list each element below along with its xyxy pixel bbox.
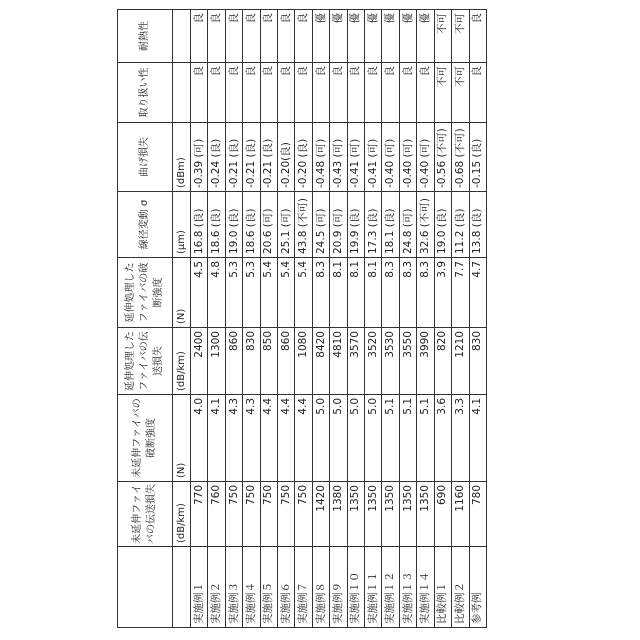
cell-unstretched-loss: 750 <box>225 482 242 547</box>
cell-unstretched-strength: 3.6 <box>434 395 451 482</box>
cell-unstretched-strength: 4.4 <box>295 395 312 482</box>
cell-handling: 良 <box>399 63 416 123</box>
cell-row-label: 実施例１３ <box>399 547 416 628</box>
table-row <box>399 10 416 628</box>
cell-unstretched-loss: 770 <box>191 482 208 547</box>
cell-heat-resistance: 不可 <box>434 10 451 63</box>
cell-diameter-variation: 18.1 (良) <box>382 192 399 258</box>
rotated-table-wrapper <box>117 10 487 628</box>
cell-row-label: 実施例４ <box>243 547 260 628</box>
cell-unstretched-strength: 5.0 <box>330 395 347 482</box>
cell-handling: 良 <box>469 63 487 123</box>
cell-handling: 良 <box>347 63 364 123</box>
cell-row-label: 実施例５ <box>260 547 277 628</box>
cell-stretched-loss: 3520 <box>365 328 382 395</box>
unit-stretched-strength: (N) <box>173 258 191 328</box>
cell-stretched-strength: 8.3 <box>312 258 329 328</box>
cell-stretched-strength: 5.3 <box>225 258 242 328</box>
cell-unstretched-strength: 5.1 <box>399 395 416 482</box>
cell-stretched-strength: 5.4 <box>278 258 295 328</box>
cell-heat-resistance: 優 <box>347 10 364 63</box>
cell-bending-loss: -0.41 (可) <box>347 123 364 192</box>
cell-diameter-variation: 32.6 (不可) <box>417 192 434 258</box>
cell-unstretched-loss: 750 <box>295 482 312 547</box>
cell-diameter-variation: 20.6 (可) <box>260 192 277 258</box>
cell-heat-resistance: 優 <box>417 10 434 63</box>
cell-unstretched-loss: 750 <box>260 482 277 547</box>
cell-bending-loss: -0.21 (良) <box>225 123 242 192</box>
table-row <box>225 10 242 628</box>
header-unstretched-loss: 未延伸ファイバの伝送損失 <box>118 482 173 547</box>
cell-handling: 良 <box>365 63 382 123</box>
cell-bending-loss: -0.41 (可) <box>365 123 382 192</box>
unit-bending-loss: (dBm) <box>173 123 191 192</box>
cell-unstretched-loss: 1350 <box>399 482 416 547</box>
cell-row-label: 実施例６ <box>278 547 295 628</box>
cell-heat-resistance: 良 <box>278 10 295 63</box>
cell-bending-loss: -0.56 (不可) <box>434 123 451 192</box>
cell-heat-resistance: 良 <box>208 10 225 63</box>
cell-row-label: 参考例 <box>469 547 487 628</box>
cell-handling: 良 <box>312 63 329 123</box>
cell-stretched-loss: 3990 <box>417 328 434 395</box>
cell-stretched-loss: 1300 <box>208 328 225 395</box>
cell-heat-resistance: 優 <box>399 10 416 63</box>
units-row <box>173 10 191 628</box>
cell-handling: 良 <box>417 63 434 123</box>
table-row <box>191 10 208 628</box>
cell-unstretched-loss: 1350 <box>347 482 364 547</box>
cell-stretched-strength: 4.7 <box>469 258 487 328</box>
cell-row-label: 比較例１ <box>434 547 451 628</box>
cell-unstretched-loss: 780 <box>469 482 487 547</box>
cell-bending-loss: -0.40 (可) <box>417 123 434 192</box>
cell-unstretched-strength: 4.1 <box>469 395 487 482</box>
cell-heat-resistance: 良 <box>469 10 487 63</box>
table-row <box>260 10 277 628</box>
cell-handling: 不可 <box>452 63 469 123</box>
cell-handling: 良 <box>225 63 242 123</box>
cell-row-label: 実施例１ <box>191 547 208 628</box>
cell-heat-resistance: 不可 <box>452 10 469 63</box>
cell-stretched-loss: 1210 <box>452 328 469 395</box>
cell-diameter-variation: 43.8 (不可) <box>295 192 312 258</box>
cell-stretched-loss: 3550 <box>399 328 416 395</box>
cell-row-label: 実施例１４ <box>417 547 434 628</box>
table-row <box>208 10 225 628</box>
header-row <box>118 10 173 628</box>
cell-diameter-variation: 16.8 (良) <box>191 192 208 258</box>
cell-heat-resistance: 良 <box>243 10 260 63</box>
cell-unstretched-strength: 4.3 <box>225 395 242 482</box>
cell-heat-resistance: 優 <box>330 10 347 63</box>
table-row <box>295 10 312 628</box>
header-bending-loss: 曲げ損失 <box>118 123 173 192</box>
cell-stretched-strength: 5.4 <box>260 258 277 328</box>
cell-diameter-variation: 19.0 (良) <box>225 192 242 258</box>
cell-diameter-variation: 20.9 (可) <box>330 192 347 258</box>
cell-unstretched-strength: 4.0 <box>191 395 208 482</box>
cell-handling: 良 <box>191 63 208 123</box>
cell-row-label: 実施例８ <box>312 547 329 628</box>
cell-handling: 不可 <box>434 63 451 123</box>
cell-stretched-strength: 4.5 <box>191 258 208 328</box>
cell-diameter-variation: 13.8 (良) <box>469 192 487 258</box>
cell-diameter-variation: 11.2 (良) <box>452 192 469 258</box>
cell-stretched-strength: 8.3 <box>382 258 399 328</box>
cell-stretched-strength: 8.3 <box>399 258 416 328</box>
cell-diameter-variation: 25.1 (可) <box>278 192 295 258</box>
cell-stretched-strength: 8.1 <box>330 258 347 328</box>
cell-stretched-strength: 5.4 <box>295 258 312 328</box>
cell-stretched-loss: 860 <box>225 328 242 395</box>
cell-stretched-strength: 5.3 <box>243 258 260 328</box>
cell-unstretched-strength: 4.4 <box>260 395 277 482</box>
cell-bending-loss: -0.20 (良) <box>295 123 312 192</box>
cell-row-label: 比較例２ <box>452 547 469 628</box>
cell-diameter-variation: 19.0 (良) <box>434 192 451 258</box>
cell-heat-resistance: 良 <box>191 10 208 63</box>
unit-diameter-variation: (μm) <box>173 192 191 258</box>
unit-heat-resistance <box>173 10 191 63</box>
cell-unstretched-strength: 4.1 <box>208 395 225 482</box>
cell-row-label: 実施例１０ <box>347 547 364 628</box>
cell-stretched-loss: 860 <box>278 328 295 395</box>
cell-stretched-loss: 4810 <box>330 328 347 395</box>
cell-unstretched-strength: 3.3 <box>452 395 469 482</box>
table-row <box>365 10 382 628</box>
cell-unstretched-loss: 1350 <box>365 482 382 547</box>
cell-stretched-loss: 830 <box>469 328 487 395</box>
cell-unstretched-strength: 5.1 <box>417 395 434 482</box>
cell-diameter-variation: 18.6 (良) <box>243 192 260 258</box>
cell-stretched-strength: 4.8 <box>208 258 225 328</box>
cell-unstretched-loss: 1160 <box>452 482 469 547</box>
unit-label <box>173 547 191 628</box>
unit-unstretched-loss: (dB/km) <box>173 482 191 547</box>
cell-unstretched-loss: 1350 <box>417 482 434 547</box>
table-body <box>191 10 487 628</box>
cell-bending-loss: -0.21 (良) <box>243 123 260 192</box>
header-label <box>118 547 173 628</box>
cell-heat-resistance: 優 <box>312 10 329 63</box>
cell-handling: 良 <box>208 63 225 123</box>
cell-stretched-loss: 3530 <box>382 328 399 395</box>
cell-unstretched-strength: 5.0 <box>347 395 364 482</box>
table-row <box>243 10 260 628</box>
cell-heat-resistance: 良 <box>225 10 242 63</box>
cell-unstretched-strength: 4.3 <box>243 395 260 482</box>
unit-handling <box>173 63 191 123</box>
cell-unstretched-strength: 5.0 <box>365 395 382 482</box>
cell-heat-resistance: 優 <box>365 10 382 63</box>
cell-unstretched-loss: 1420 <box>312 482 329 547</box>
cell-heat-resistance: 良 <box>295 10 312 63</box>
cell-heat-resistance: 優 <box>382 10 399 63</box>
table-row <box>417 10 434 628</box>
cell-unstretched-loss: 750 <box>243 482 260 547</box>
cell-bending-loss: -0.39 (可) <box>191 123 208 192</box>
table-row <box>452 10 469 628</box>
header-stretched-strength: 延伸処理したファイバの破断強度 <box>118 258 173 328</box>
table-row <box>469 10 487 628</box>
cell-bending-loss: -0.48 (可) <box>312 123 329 192</box>
cell-row-label: 実施例１２ <box>382 547 399 628</box>
cell-bending-loss: -0.40 (可) <box>399 123 416 192</box>
cell-stretched-strength: 8.3 <box>417 258 434 328</box>
cell-row-label: 実施例７ <box>295 547 312 628</box>
cell-unstretched-strength: 5.0 <box>312 395 329 482</box>
cell-unstretched-loss: 760 <box>208 482 225 547</box>
cell-stretched-loss: 820 <box>434 328 451 395</box>
cell-heat-resistance: 良 <box>260 10 277 63</box>
cell-stretched-strength: 3.9 <box>434 258 451 328</box>
cell-row-label: 実施例２ <box>208 547 225 628</box>
cell-diameter-variation: 19.9 (良) <box>347 192 364 258</box>
cell-stretched-strength: 7.7 <box>452 258 469 328</box>
table-row <box>434 10 451 628</box>
cell-stretched-loss: 1080 <box>295 328 312 395</box>
table-row <box>278 10 295 628</box>
header-diameter-variation: 線径変動 σ <box>118 192 173 258</box>
table-row <box>382 10 399 628</box>
cell-row-label: 実施例９ <box>330 547 347 628</box>
cell-bending-loss: -0.43 (可) <box>330 123 347 192</box>
cell-unstretched-loss: 1380 <box>330 482 347 547</box>
cell-handling: 良 <box>382 63 399 123</box>
cell-handling: 良 <box>243 63 260 123</box>
cell-stretched-strength: 8.1 <box>365 258 382 328</box>
cell-stretched-loss: 3570 <box>347 328 364 395</box>
cell-bending-loss: -0.20(良) <box>278 123 295 192</box>
cell-handling: 良 <box>260 63 277 123</box>
cell-handling: 良 <box>295 63 312 123</box>
cell-unstretched-loss: 690 <box>434 482 451 547</box>
cell-unstretched-strength: 5.1 <box>382 395 399 482</box>
table-row <box>330 10 347 628</box>
cell-stretched-loss: 830 <box>243 328 260 395</box>
header-stretched-loss: 延伸処理したファイバの伝送損失 <box>118 328 173 395</box>
header-handling: 取り扱い性 <box>118 63 173 123</box>
cell-diameter-variation: 24.5 (可) <box>312 192 329 258</box>
header-unstretched-strength: 未延伸ファイバの破断強度 <box>118 395 173 482</box>
cell-diameter-variation: 17.3 (良) <box>365 192 382 258</box>
header-heat-resistance: 耐熱性 <box>118 10 173 63</box>
cell-bending-loss: -0.40 (可) <box>382 123 399 192</box>
table-row <box>347 10 364 628</box>
cell-stretched-strength: 8.1 <box>347 258 364 328</box>
cell-unstretched-strength: 4.4 <box>278 395 295 482</box>
cell-bending-loss: -0.68 (不可) <box>452 123 469 192</box>
unit-unstretched-strength: (N) <box>173 395 191 482</box>
cell-handling: 良 <box>278 63 295 123</box>
cell-row-label: 実施例３ <box>225 547 242 628</box>
table-row <box>312 10 329 628</box>
unit-stretched-loss: (dB/km) <box>173 328 191 395</box>
cell-diameter-variation: 18.6 (良) <box>208 192 225 258</box>
results-table <box>117 9 487 628</box>
cell-diameter-variation: 24.8 (可) <box>399 192 416 258</box>
cell-stretched-loss: 850 <box>260 328 277 395</box>
cell-unstretched-loss: 1350 <box>382 482 399 547</box>
cell-bending-loss: -0.21 (良) <box>260 123 277 192</box>
cell-row-label: 実施例１１ <box>365 547 382 628</box>
cell-unstretched-loss: 750 <box>278 482 295 547</box>
cell-stretched-loss: 8420 <box>312 328 329 395</box>
cell-bending-loss: -0.24 (良) <box>208 123 225 192</box>
cell-bending-loss: -0.15 (良) <box>469 123 487 192</box>
cell-handling: 良 <box>330 63 347 123</box>
cell-stretched-loss: 2400 <box>191 328 208 395</box>
